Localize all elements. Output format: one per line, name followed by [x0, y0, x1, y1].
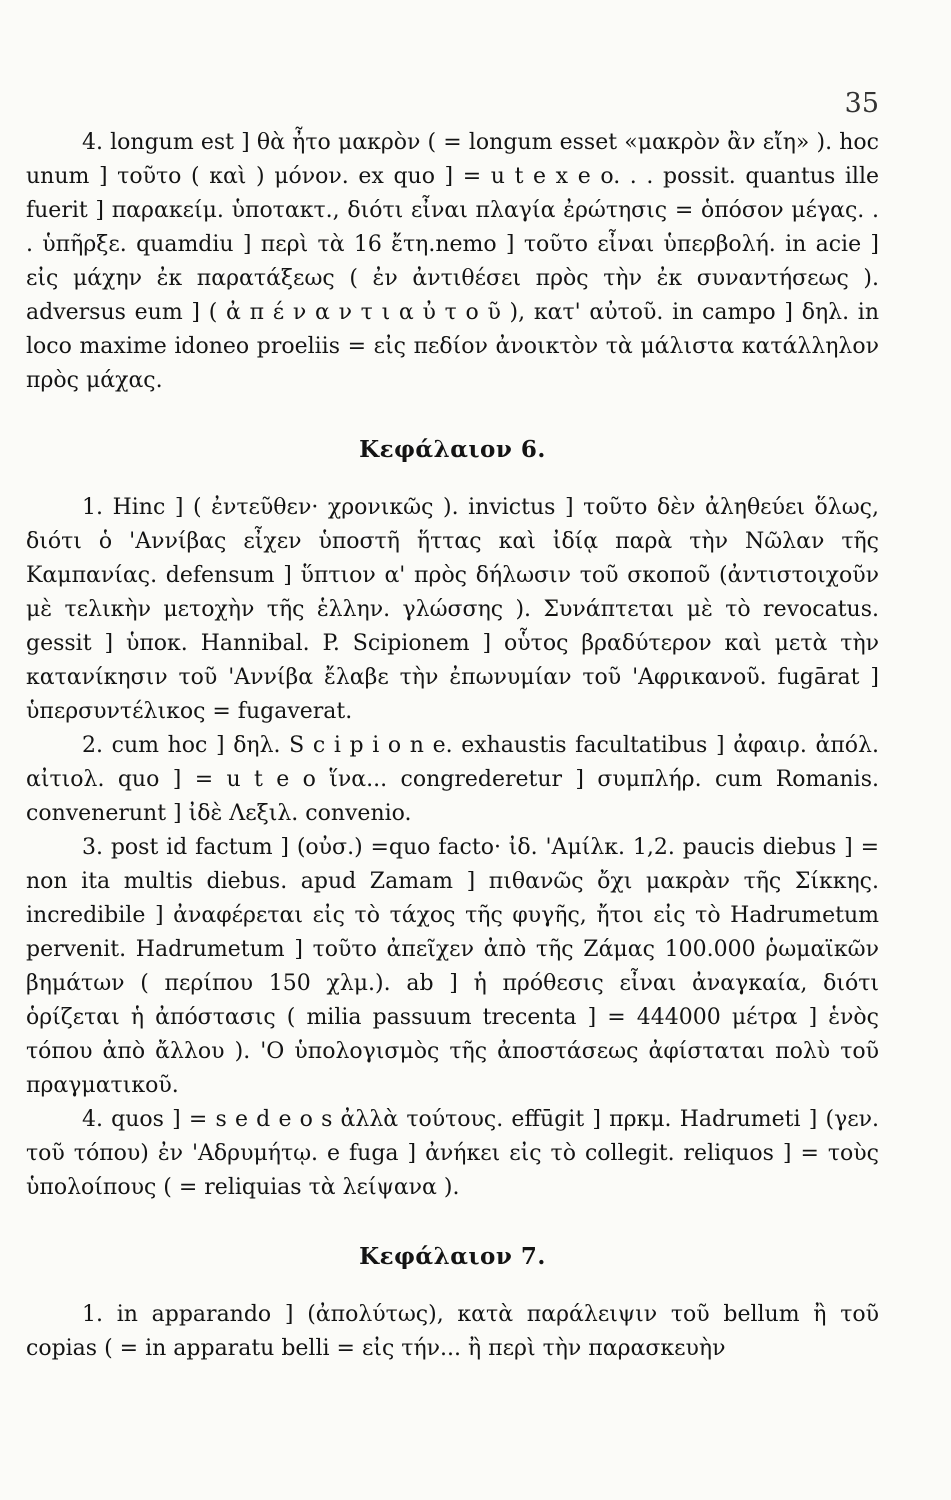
note-paragraph: 4. quos ] = s e d e o s ἀλλὰ τούτους. effūgit ] πρκμ. Hadrumeti ] (γεν. τοῦ τόπου) ἐν 'Αδρυμήτῳ. e fuga ] ἀνήκει εἰς τὸ collegit. reliquos ] = τοὺς ὑπολοίπους ( = reliquias τὰ λείψανα ).	[26, 1107, 879, 1200]
chapter-heading-6: Κεφάλαιον 6.	[359, 436, 546, 463]
commentary-block-3	[26, 1298, 879, 1366]
commentary-block-1	[26, 126, 879, 398]
commentary-block-2	[26, 491, 879, 1205]
note-paragraph: 2. cum hoc ] δηλ. S c i p i o n e. exhaustis facultatibus ] ἀφαιρ. ἀπόλ. αἰτιολ. quo ] = u t e o ἵνα... congrederetur ] συμπλήρ. cum Romanis. convenerunt ] ἰδὲ Λεξιλ. convenio.	[26, 733, 879, 826]
note-paragraph: 1. Hinc ] ( ἐντεῦθεν· χρονικῶς ). invictus ] τοῦτο δὲν ἀληθεύει ὅλως, διότι ὁ 'Αννίβας εἶχεν ὑποστῆ ἥττας καὶ ἰδίᾳ παρὰ τὴν Νῶλαν τῆς Καμπανίας. defensum ] ὕπτιον α' πρὸς δήλωσιν τοῦ σκοποῦ (ἀντιστοιχοῦν μὲ τελικὴν μετοχὴν τῆς ἑλλην. γλώσσης ). Συνάπτεται μὲ τὸ revocatus. gessit ] ὑποκ. Hannibal. P. Scipionem ] οὗτος βραδύτερον καὶ μετὰ τὴν κατανίκησιν τοῦ 'Αννίβα ἔλαβε τὴν ἐπωνυμίαν τοῦ 'Αφρικανοῦ. fugārat ] ὑπερσυντέλικος = fugaverat.	[26, 495, 879, 724]
note-paragraph: 3. post id factum ] (οὐσ.) =quo facto· ἰδ. 'Αμίλκ. 1,2. paucis diebus ] = non ita multis diebus. apud Zamam ] πιθανῶς ὄχι μακρὰν τῆς Σίκκης. incredibile ] ἀναφέρεται εἰς τὸ τάχος τῆς φυγῆς, ἤτοι εἰς τὸ Hadrumetum pervenit. Hadrumetum ] τοῦτο ἀπεῖχεν ἀπὸ τῆς Ζάμας 100.000 ῥωμαϊκῶν βημάτων ( περίπου 150 χλμ.). ab ] ἡ πρόθεσις εἶναι ἀναγκαία, διότι ὁρίζεται ἡ ἀπόστασις ( milia passuum trecenta ] = 444000 μέτρα ] ἑνὸς τόπου ἀπὸ ἄλλου ). 'Ο ὑπολογισμὸς τῆς ἀποστάσεως ἀφίσταται πολὺ τοῦ πραγματικοῦ.	[26, 835, 879, 1098]
page-number: 35	[844, 88, 879, 119]
note-paragraph: 1. in apparando ] (ἀπολύτως), κατὰ παράλειψιν τοῦ bellum ἢ τοῦ copias ( = in apparatu belli = εἰς τήν... ἢ περὶ τὴν παρασκευὴν	[26, 1302, 879, 1361]
note-paragraph: 4. longum est ] θὰ ἦτο μακρὸν ( = longum esset «μακρὸν ἂν εἴη» ). hoc unum ] τοῦτο ( καὶ ) μόνον. ex quo ] = u t e x e o. . . possit. quantus ille fuerit ] παρακείμ. ὑποτακτ., διότι εἶναι πλαγία ἐρώτησις = ὁπόσον μέγας. . . ὑπῆρξε. quamdiu ] περὶ τὰ 16 ἔτη.nemo ] τοῦτο εἶναι ὑπερβολή. in acie ] εἰς μάχην ἐκ παρατάξεως ( ἐν ἀντιθέσει πρὸς τὴν ἐκ συναντήσεως ). adversus eum ] ( ἀ π έ ν α ν τ ι α ὐ τ ο ῦ ), κατ' αὐτοῦ. in campo ] δηλ. in loco maxime idoneo proeliis = εἰς πεδίον ἀνοικτὸν τὰ μάλιστα κατάλληλον πρὸς μάχας.	[26, 130, 879, 393]
page-content	[26, 126, 879, 1366]
chapter-heading-7: Κεφάλαιον 7.	[359, 1243, 546, 1270]
